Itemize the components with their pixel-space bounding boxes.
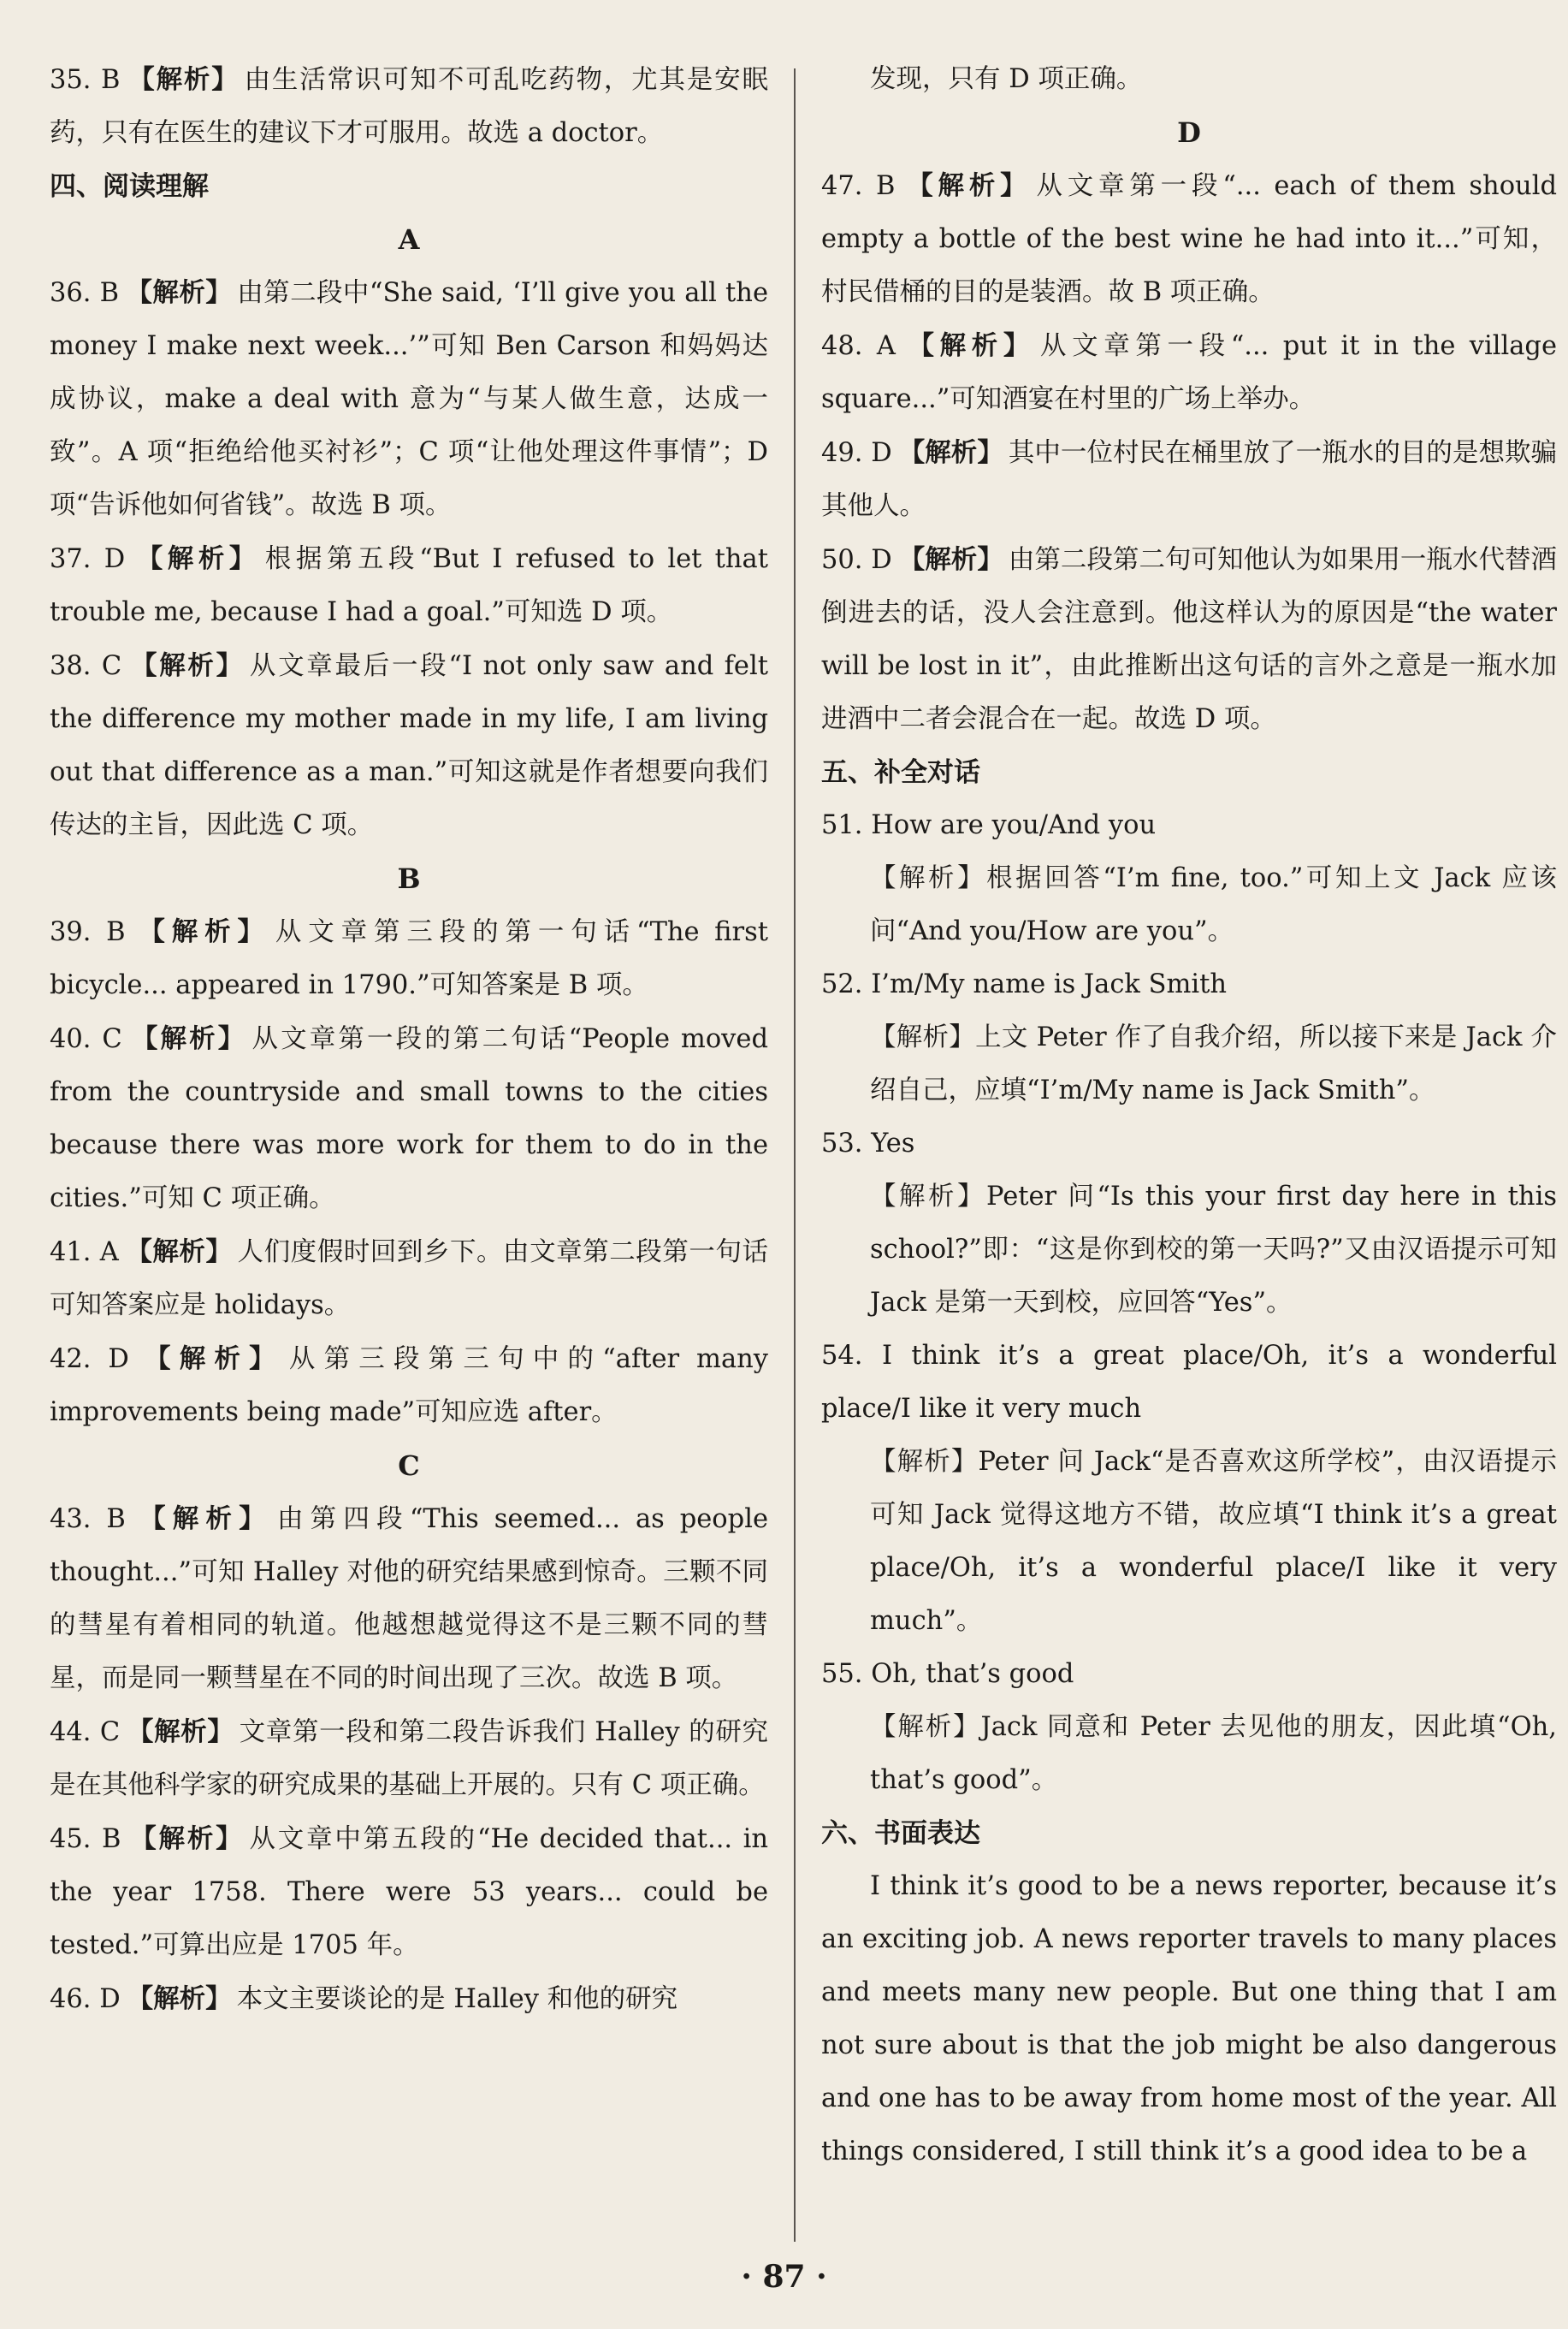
answer-text: I’m/My name is Jack Smith (871, 969, 1228, 999)
analysis-tag: 【解析】 (902, 330, 1035, 361)
question-number: 44. C (50, 1717, 121, 1747)
answer-item (50, 1332, 768, 1439)
answer-text: 根据第五段“But I refused to let that trouble me, because I had a goal.”可知选 D 项。 (50, 544, 768, 627)
answer-text: 本文主要谈论的是 Halley 和他的研究 (236, 1984, 678, 2014)
answer-text: 从第三段第三句中的“after many improvements being made”可知应选 after。 (50, 1344, 769, 1427)
answer-item (50, 1812, 768, 1972)
answer-explanation: 【解析】Peter 问“Is this your first day here in this school?”即：“这是你到校的第一天吗?”又由汉语提示可知 Jack 是第一天到校，应回答“Yes”。 (870, 1182, 1557, 1318)
analysis-tag: 【解析】 (127, 1823, 245, 1854)
question-number: 48. A (821, 331, 896, 361)
answer-item (50, 639, 768, 852)
answer-item (821, 1648, 1557, 1701)
question-number: 41. A (50, 1237, 119, 1267)
question-number: 39. B (50, 917, 126, 947)
answer-text: 从文章第一段“... each of them should empty a bottle of the best wine he had into it...”可知，村民借桶的目的是装酒。故 B 项正确。 (821, 171, 1557, 307)
question-number: 40. C (50, 1024, 122, 1054)
analysis-tag: 【解析】 (898, 544, 1003, 575)
analysis-tag: 【解析】 (135, 1343, 284, 1374)
answer-text: 由第二段中“She said, ‘I’ll give you all the money I make next week...’”可知 Ben Carson 和妈妈达成协议，make a deal with 意为“与某人做生意，达成一致”。A 项“拒绝给他买衬衫”；C 项“让他处理这件事情”；D 项“告诉他如何省钱”。故选 B 项。 (50, 278, 768, 520)
answer-explanation: 【解析】根据回答“I’m fine, too.”可知上文 Jack 应该问“And you/How are you”。 (870, 863, 1557, 946)
analysis-tag: 【解析】 (127, 64, 240, 95)
answer-text: 由第二段第二句可知他认为如果用一瓶水代替酒倒进去的话，没人会注意到。他这样认为的原因是“the water will be lost in it”，由此推断出这句话的言外之意是一瓶水加进酒中二者会混合在一起。故选 D 项。 (821, 545, 1558, 734)
answer-text: 从文章第一段“... put it in the village square...”可知酒宴在村里的广场上举办。 (821, 331, 1557, 414)
answer-item (50, 532, 768, 639)
analysis-tag: 【解析】 (132, 916, 270, 947)
answer-item (50, 1492, 768, 1705)
answer-item (821, 799, 1557, 852)
answer-text: 文章第一段和第二段告诉我们 Halley 的研究是在其他科学家的研究成果的基础上开展的。只有 C 项正确。 (50, 1717, 768, 1800)
answer-item (50, 1972, 768, 2026)
question-number: 45. B (50, 1824, 121, 1854)
question-number: 35. B (50, 65, 121, 95)
question-number: 49. D (821, 438, 892, 468)
answer-text: 从文章第三段的第一句话“The first bicycle... appeared in 1790.”可知答案是 B 项。 (50, 917, 769, 1000)
question-number: 52. (821, 969, 863, 999)
question-number: 43. B (50, 1504, 126, 1534)
question-number: 54. (821, 1341, 863, 1371)
question-number: 51. (821, 810, 863, 840)
answer-text: 由生活常识可知不可乱吃药物，尤其是安眠药，只有在医生的建议下才可服用。故选 a doctor。 (50, 65, 768, 148)
answer-item (50, 53, 768, 160)
question-number: 53. (821, 1129, 863, 1159)
analysis-tag: 【解析】 (126, 277, 233, 308)
answer-text: 从文章最后一段“I not only saw and felt the difference my mother made in my life, I am living out that difference as a man.”可知这就是作者想要向我们传达的主旨，因此选 C 项。 (50, 651, 768, 840)
passage-label: B (397, 862, 421, 895)
answer-text: 由第四段“This seemed... as people thought...”可知 Halley 对他的研究结果感到惊奇。三颗不同的彗星有着相同的轨道。他越想越觉得这不是三颗不同的彗星，而是同一颗彗星在不同的时间出现了三次。故选 B 项。 (50, 1504, 768, 1693)
answer-text: 人们度假时回到乡下。由文章第二段第一句话可知答案应是 holidays。 (50, 1237, 769, 1320)
answer-item (821, 426, 1557, 533)
analysis-tag: 【解析】 (132, 543, 260, 574)
column-divider (794, 68, 796, 2242)
answer-item (50, 1225, 768, 1332)
section-heading: 五、补全对话 (821, 757, 980, 788)
page-number: · 87 · (741, 2259, 827, 2295)
analysis-tag: 【解析】 (128, 650, 245, 681)
answer-item (50, 905, 768, 1012)
section-heading: 四、阅读理解 (50, 171, 209, 202)
answer-explanation: 发现，只有 D 项正确。 (870, 64, 1143, 94)
question-number: 47. B (821, 171, 896, 201)
analysis-tag: 【解析】 (127, 1983, 232, 2014)
answer-explanation: 【解析】Peter 问 Jack“是否喜欢这所学校”，由汉语提示可知 Jack 觉得这地方不错，故应填“I think it’s a great place/Oh, it’s a wonderful place/I like it very much”。 (870, 1447, 1557, 1636)
question-number: 38. C (50, 651, 122, 681)
passage-label: C (398, 1449, 420, 1482)
right-column (821, 53, 1557, 2178)
answer-text: How are you/And you (871, 810, 1157, 840)
answer-explanation: 【解析】上文 Peter 作了自我介绍，所以接下来是 Jack 介绍自己，应填“I’m/My name is Jack Smith”。 (870, 1022, 1557, 1105)
question-number: 42. D (50, 1344, 129, 1374)
answer-text: 从文章第一段的第二句话“People moved from the countryside and small towns to the cities because there was more work for them to do in the cities.”可知 C 项正确。 (50, 1024, 768, 1213)
answer-item (50, 1705, 768, 1812)
analysis-tag: 【解析】 (127, 1716, 234, 1747)
answer-item (821, 319, 1557, 426)
answer-item (821, 958, 1557, 1011)
analysis-tag: 【解析】 (132, 1503, 272, 1534)
answer-text: Yes (871, 1129, 915, 1159)
question-number: 36. B (50, 278, 120, 308)
answer-item (50, 1012, 768, 1225)
answer-text: Oh, that’s good (871, 1659, 1074, 1689)
answer-item (50, 266, 768, 532)
analysis-tag: 【解析】 (128, 1023, 247, 1054)
answer-item (821, 1117, 1557, 1170)
answer-item (821, 159, 1557, 319)
writing-sample: I think it’s good to be a news reporter, because it’s an exciting job. A news reporter travels to many places and meets many new people. But one thing that I am not sure about is that the job might be also dangerous and one has to be away from home most of the year. All things considered, I still think it’s a good idea to be a (821, 1871, 1557, 2166)
passage-label: D (1177, 116, 1201, 149)
answer-text: 从文章中第五段的“He decided that... in the year 1758. There were 53 years... could be tested.”可算出应是 1705 年。 (50, 1824, 768, 1960)
analysis-tag: 【解析】 (125, 1236, 233, 1267)
answer-explanation: 【解析】Jack 同意和 Peter 去见他的朋友，因此填“Oh, that’s good”。 (870, 1712, 1557, 1795)
analysis-tag: 【解析】 (902, 170, 1032, 201)
question-number: 46. D (50, 1984, 121, 2014)
question-number: 37. D (50, 544, 126, 574)
answer-text: 其中一位村民在桶里放了一瓶水的目的是想欺骗其他人。 (821, 438, 1558, 521)
answer-item (821, 533, 1557, 746)
section-heading: 六、书面表达 (821, 1818, 980, 1849)
question-number: 50. D (821, 545, 892, 575)
answer-text: I think it’s a great place/Oh, it’s a wonderful place/I like it very much (821, 1341, 1558, 1424)
passage-label: A (398, 223, 420, 256)
analysis-tag: 【解析】 (898, 437, 1003, 468)
left-column (50, 53, 768, 2026)
question-number: 55. (821, 1659, 863, 1689)
answer-item (821, 1330, 1557, 1436)
